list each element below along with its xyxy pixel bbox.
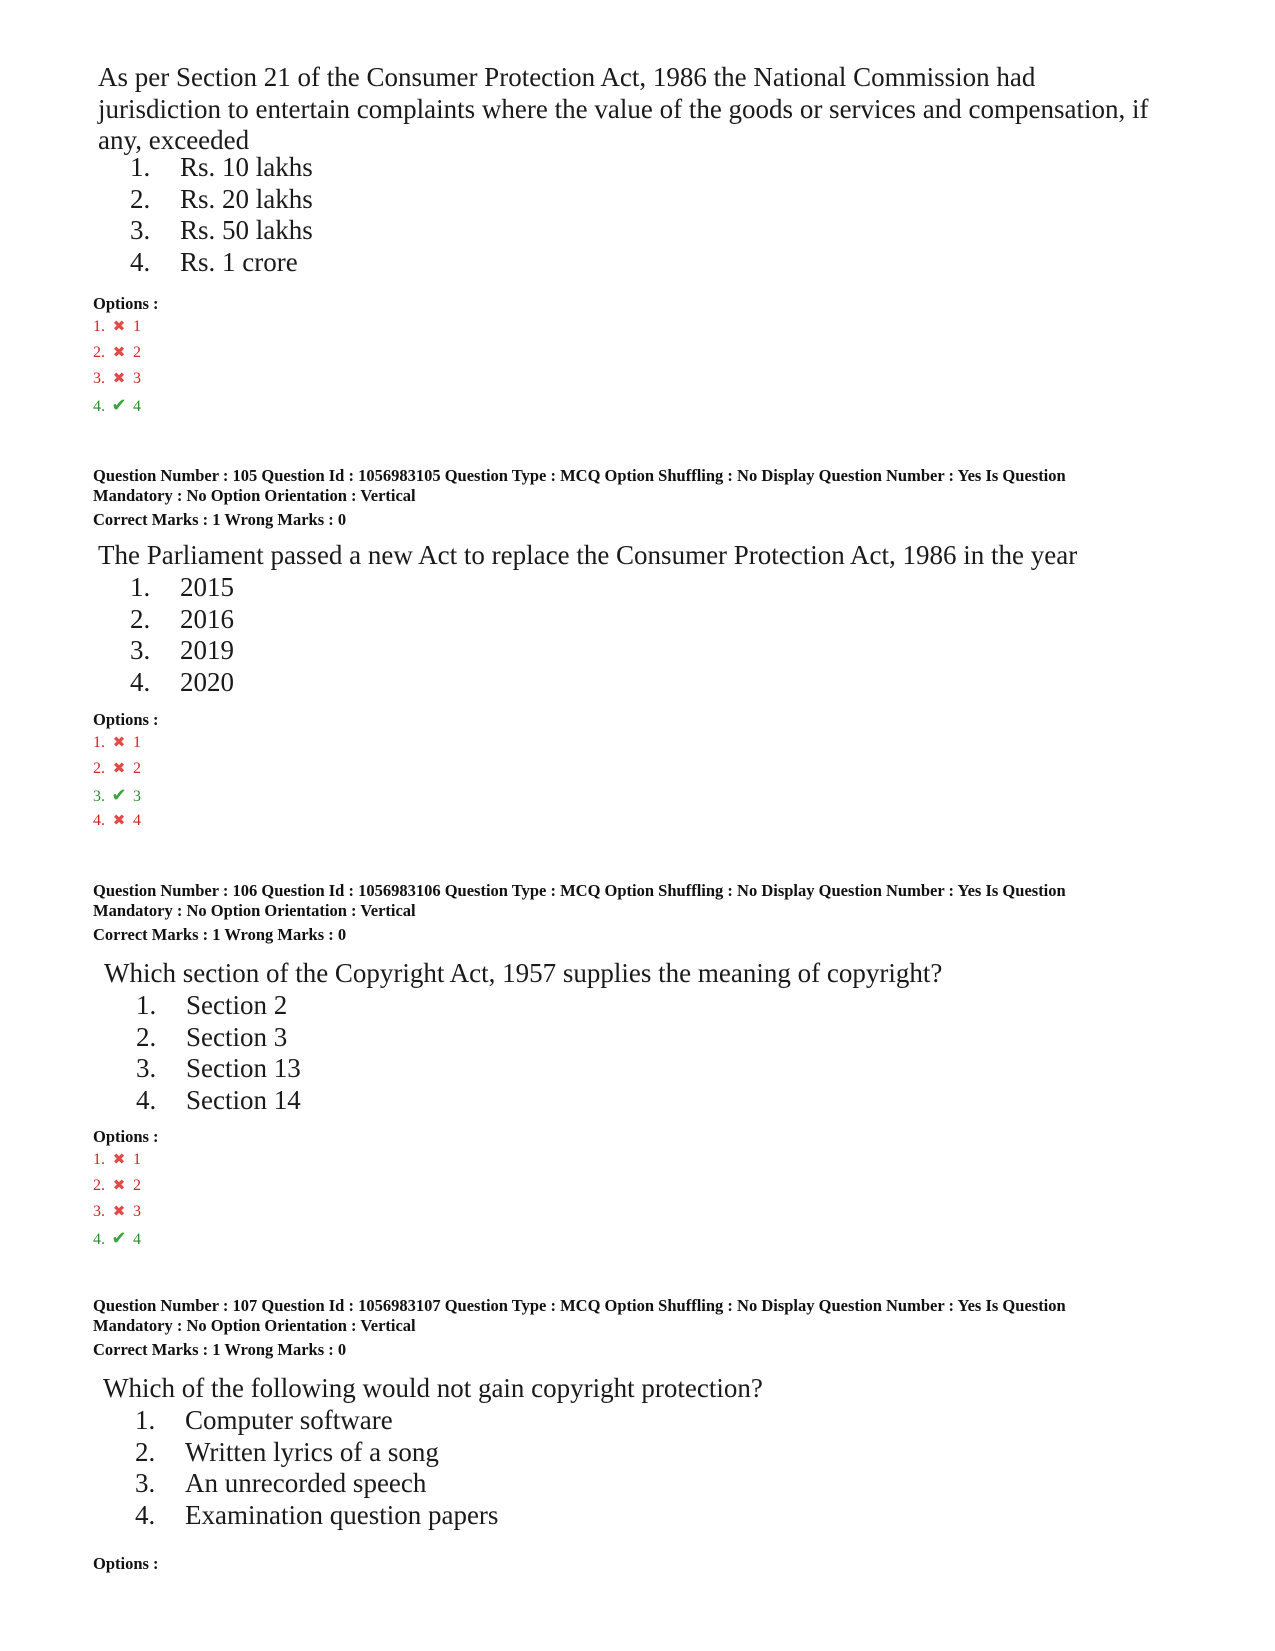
answer-option: 4. ✖ 4 (93, 808, 141, 834)
cross-icon: ✖ (112, 761, 126, 777)
choice-item: 1. Section 2 (136, 990, 288, 1020)
options-label: Options : (93, 710, 159, 729)
options-label: Options : (93, 1554, 159, 1573)
question-choices (130, 572, 234, 698)
choice-item: 3. An unrecorded speech (135, 1468, 427, 1498)
choice-item: 4. Rs. 1 crore (130, 246, 298, 277)
choice-item: 4. Section 14 (136, 1084, 301, 1115)
choice-item: 2. Written lyrics of a song (135, 1436, 439, 1467)
answer-option: 1. ✖ 1 (93, 1147, 141, 1173)
question-text: Which section of the Copyright Act, 1957 supplies the meaning of copyright? (104, 958, 943, 988)
question-text: Which of the following would not gain copyright protection? (103, 1373, 763, 1403)
cross-icon: ✖ (112, 1152, 126, 1168)
answer-options (93, 730, 141, 834)
choice-item: 4. Examination question papers (135, 1499, 499, 1530)
answer-option: 2. ✖ 2 (93, 340, 141, 366)
choice-item: 4. 2020 (130, 666, 234, 697)
check-icon: ✔ (111, 785, 127, 805)
answer-option: 4. ✔ 4 (93, 1225, 141, 1251)
answer-options (93, 1147, 141, 1251)
choice-item: 2. Rs. 20 lakhs (130, 183, 313, 214)
check-icon: ✔ (111, 395, 127, 415)
question-meta: Question Number : 106 Question Id : 1056983106 Question Type : MCQ Option Shuffling : No Display Question Number : Yes Is Question Mandatory : No Option Orientation : Vertical (93, 881, 1066, 920)
cross-icon: ✖ (112, 1204, 126, 1220)
answer-option: 3. ✔ 3 (93, 782, 141, 808)
answer-option: 1. ✖ 1 (93, 314, 141, 340)
choice-item: 2. Section 3 (136, 1021, 288, 1052)
options-label: Options : (93, 294, 159, 313)
question-marks: Correct Marks : 1 Wrong Marks : 0 (93, 1340, 347, 1359)
choice-item: 1. Rs. 10 lakhs (130, 152, 313, 182)
cross-icon: ✖ (112, 813, 126, 829)
cross-icon: ✖ (112, 735, 126, 751)
answer-options (93, 314, 141, 418)
cross-icon: ✖ (112, 319, 126, 335)
choice-item: 3. Section 13 (136, 1053, 301, 1083)
choice-item: 1. 2015 (130, 572, 234, 602)
question-choices (130, 152, 313, 278)
answer-option: 2. ✖ 2 (93, 1173, 141, 1199)
cross-icon: ✖ (112, 1178, 126, 1194)
question-text: The Parliament passed a new Act to replace the Consumer Protection Act, 1986 in the year (98, 540, 1078, 570)
choice-item: 2. 2016 (130, 603, 234, 634)
question-meta: Question Number : 105 Question Id : 1056983105 Question Type : MCQ Option Shuffling : No Display Question Number : Yes Is Question Mandatory : No Option Orientation : Vertical (93, 466, 1066, 505)
question-meta: Question Number : 107 Question Id : 1056983107 Question Type : MCQ Option Shuffling : No Display Question Number : Yes Is Question Mandatory : No Option Orientation : Vertical (93, 1296, 1066, 1335)
answer-option: 3. ✖ 3 (93, 1199, 141, 1225)
answer-option: 1. ✖ 1 (93, 730, 141, 756)
question-choices (136, 990, 301, 1116)
question-text: As per Section 21 of the Consumer Protection Act, 1986 the National Commission had jurisdiction to entertain complaints where the value of the goods or services and compensation, if any, exceeded (98, 62, 1149, 155)
cross-icon: ✖ (112, 345, 126, 361)
question-marks: Correct Marks : 1 Wrong Marks : 0 (93, 925, 347, 944)
choice-item: 1. Computer software (135, 1405, 393, 1435)
question-marks: Correct Marks : 1 Wrong Marks : 0 (93, 510, 347, 529)
answer-option: 3. ✖ 3 (93, 366, 141, 392)
cross-icon: ✖ (112, 371, 126, 387)
answer-option: 4. ✔ 4 (93, 392, 141, 418)
choice-item: 3. Rs. 50 lakhs (130, 215, 313, 245)
options-label: Options : (93, 1127, 159, 1146)
question-choices (135, 1405, 498, 1531)
check-icon: ✔ (111, 1228, 127, 1248)
answer-option: 2. ✖ 2 (93, 756, 141, 782)
choice-item: 3. 2019 (130, 635, 234, 665)
